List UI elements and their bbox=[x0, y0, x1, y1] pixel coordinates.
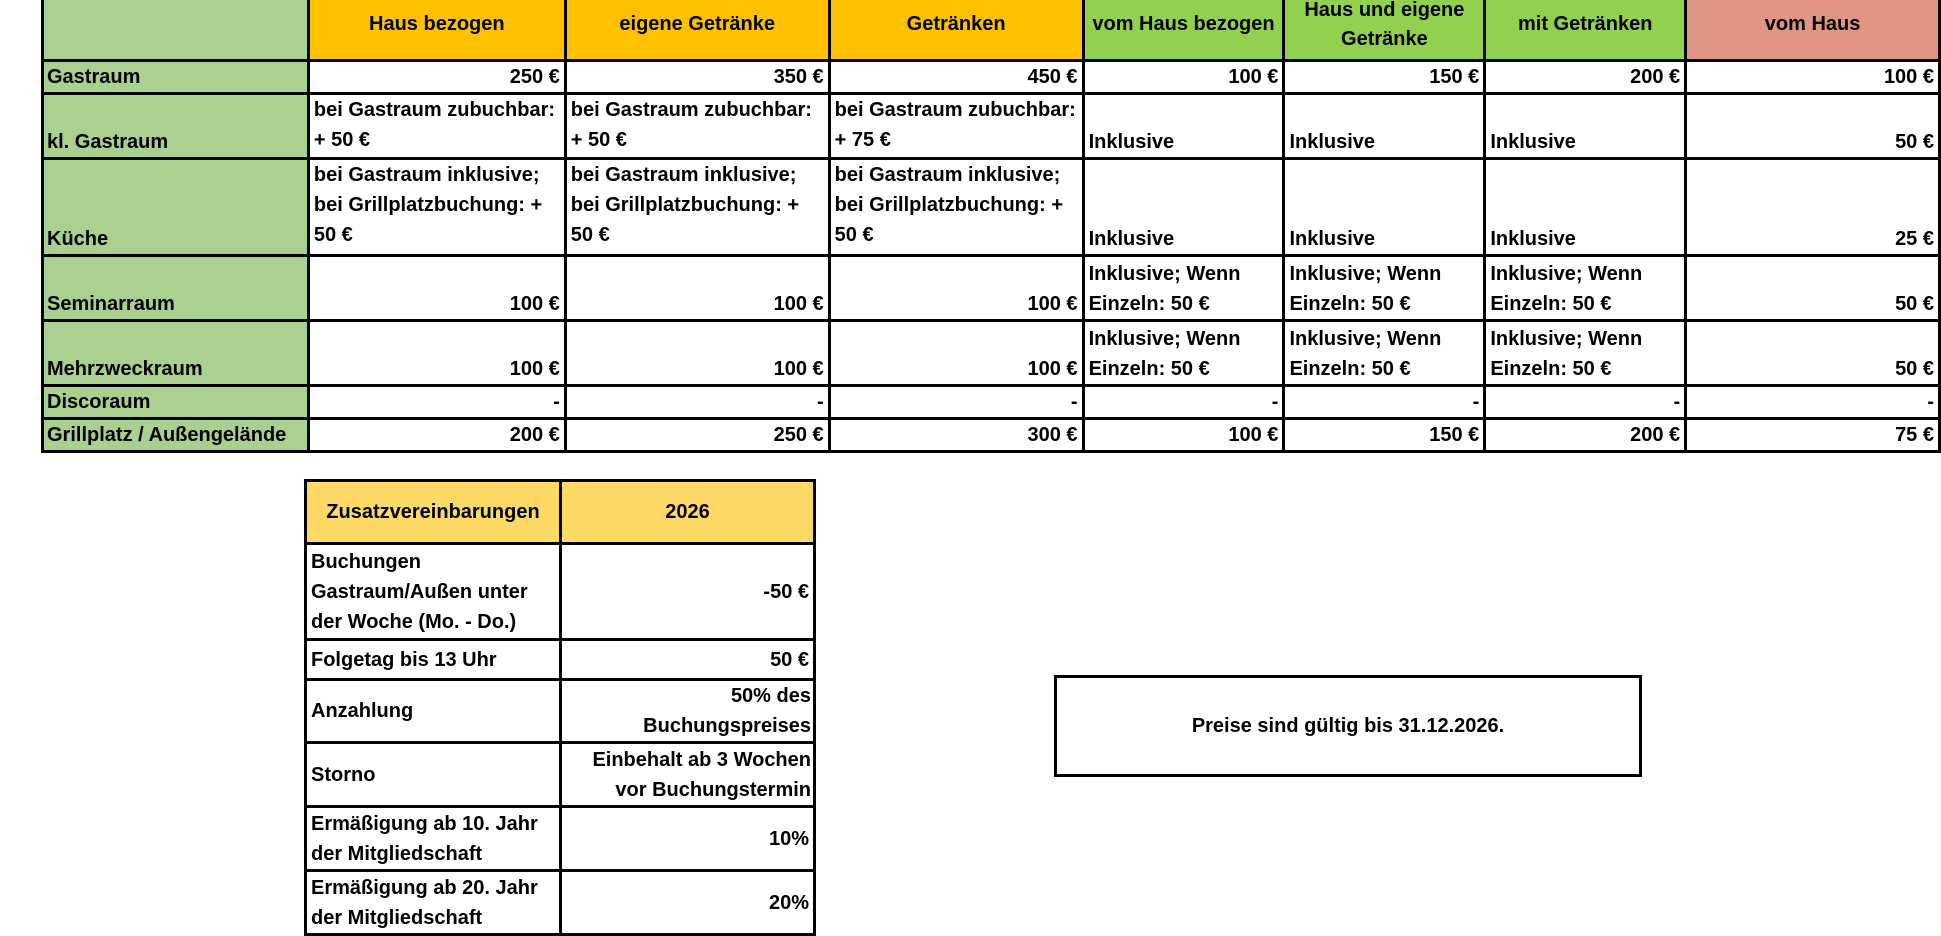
price-cell: bei Gastraum zubuchbar: + 75 € bbox=[829, 94, 1083, 159]
row-label: Gastraum bbox=[43, 61, 309, 94]
price-cell: - bbox=[1485, 386, 1686, 419]
price-table bbox=[41, 0, 1941, 453]
header-cell-2: eigene Getränke bbox=[565, 0, 829, 61]
table-row bbox=[306, 544, 815, 640]
price-cell: - bbox=[1284, 386, 1485, 419]
row-label: Grillplatz / Außengelände bbox=[43, 419, 309, 452]
price-cell: bei Gastraum inklusive; bei Grillplatzbuchung: + 50 € bbox=[829, 159, 1083, 256]
price-cell: 100 € bbox=[1083, 61, 1284, 94]
price-cell: 250 € bbox=[308, 61, 565, 94]
price-cell: 100 € bbox=[1083, 419, 1284, 452]
price-cell: 100 € bbox=[1686, 61, 1940, 94]
extra-value: 50 € bbox=[561, 640, 815, 680]
price-cell: bei Gastraum zubuchbar: + 50 € bbox=[565, 94, 829, 159]
price-cell: - bbox=[308, 386, 565, 419]
price-cell: Inklusive; Wenn Einzeln: 50 € bbox=[1485, 321, 1686, 386]
price-cell: Inklusive bbox=[1083, 159, 1284, 256]
extra-label: Ermäßigung ab 10. Jahr der Mitgliedschaft bbox=[306, 807, 561, 871]
price-cell: 300 € bbox=[829, 419, 1083, 452]
price-cell: - bbox=[1083, 386, 1284, 419]
price-cell: bei Gastraum inklusive; bei Grillplatzbuchung: + 50 € bbox=[565, 159, 829, 256]
price-cell: 100 € bbox=[565, 256, 829, 321]
price-cell: Inklusive bbox=[1485, 94, 1686, 159]
price-cell: 50 € bbox=[1686, 321, 1940, 386]
row-label: Küche bbox=[43, 159, 309, 256]
price-cell: Inklusive; Wenn Einzeln: 50 € bbox=[1284, 321, 1485, 386]
price-cell: 100 € bbox=[829, 256, 1083, 321]
extra-header-row bbox=[306, 481, 815, 544]
extra-header-label: Zusatzvereinbarungen bbox=[306, 481, 561, 544]
price-cell: Inklusive; Wenn Einzeln: 50 € bbox=[1284, 256, 1485, 321]
extra-value: 10% bbox=[561, 807, 815, 871]
header-cell-7: vom Haus bbox=[1686, 0, 1940, 61]
price-cell: bei Gastraum zubuchbar: + 50 € bbox=[308, 94, 565, 159]
price-cell: bei Gastraum inklusive; bei Grillplatzbuchung: + 50 € bbox=[308, 159, 565, 256]
row-label: Mehrzweckraum bbox=[43, 321, 309, 386]
extra-label: Folgetag bis 13 Uhr bbox=[306, 640, 561, 680]
table-row bbox=[306, 680, 815, 743]
price-cell: - bbox=[1686, 386, 1940, 419]
table-row bbox=[306, 743, 815, 807]
extra-value: -50 € bbox=[561, 544, 815, 640]
price-cell: 150 € bbox=[1284, 61, 1485, 94]
price-cell: - bbox=[829, 386, 1083, 419]
extra-value: 50% des Buchungspreises bbox=[561, 680, 815, 743]
price-cell: - bbox=[565, 386, 829, 419]
price-cell: 450 € bbox=[829, 61, 1083, 94]
price-cell: Inklusive bbox=[1083, 94, 1284, 159]
price-cell: 200 € bbox=[1485, 419, 1686, 452]
price-cell: 100 € bbox=[565, 321, 829, 386]
validity-note-box bbox=[1054, 675, 1642, 777]
row-label: Seminarraum bbox=[43, 256, 309, 321]
price-cell: Inklusive; Wenn Einzeln: 50 € bbox=[1083, 321, 1284, 386]
row-label: Discoraum bbox=[43, 386, 309, 419]
table-row bbox=[306, 640, 815, 680]
extra-label: Storno bbox=[306, 743, 561, 807]
extra-header-year: 2026 bbox=[561, 481, 815, 544]
price-cell: Inklusive bbox=[1284, 94, 1485, 159]
price-cell: 350 € bbox=[565, 61, 829, 94]
price-cell: Inklusive; Wenn Einzeln: 50 € bbox=[1083, 256, 1284, 321]
extra-value: 20% bbox=[561, 871, 815, 935]
header-cell-6: mit Getränken bbox=[1485, 0, 1686, 61]
table-row bbox=[43, 94, 1940, 159]
price-cell: 50 € bbox=[1686, 256, 1940, 321]
price-header-row bbox=[43, 0, 1940, 61]
extra-label: Buchungen Gastraum/Außen unter der Woche (Mo. - Do.) bbox=[306, 544, 561, 640]
header-cell-5: Haus und eigene Getränke bbox=[1284, 0, 1485, 61]
validity-note: Preise sind gültig bis 31.12.2026. bbox=[1191, 714, 1505, 737]
table-row bbox=[43, 321, 1940, 386]
row-label: kl. Gastraum bbox=[43, 94, 309, 159]
header-cell-3: Getränken bbox=[829, 0, 1083, 61]
price-cell: 100 € bbox=[308, 256, 565, 321]
table-row bbox=[306, 807, 815, 871]
header-corner-cell bbox=[43, 0, 309, 61]
extra-value: Einbehalt ab 3 Wochen vor Buchungstermin bbox=[561, 743, 815, 807]
price-cell: 250 € bbox=[565, 419, 829, 452]
price-cell: Inklusive bbox=[1485, 159, 1686, 256]
price-cell: 100 € bbox=[829, 321, 1083, 386]
price-cell: 50 € bbox=[1686, 94, 1940, 159]
table-row bbox=[43, 159, 1940, 256]
price-cell: Inklusive; Wenn Einzeln: 50 € bbox=[1485, 256, 1686, 321]
price-cell: Inklusive bbox=[1284, 159, 1485, 256]
table-row bbox=[306, 871, 815, 935]
extra-label: Ermäßigung ab 20. Jahr der Mitgliedschaft bbox=[306, 871, 561, 935]
table-row bbox=[43, 419, 1940, 452]
table-row bbox=[43, 256, 1940, 321]
price-cell: 200 € bbox=[308, 419, 565, 452]
header-cell-1: Haus bezogen bbox=[308, 0, 565, 61]
extra-agreements-table bbox=[304, 479, 816, 936]
price-cell: 25 € bbox=[1686, 159, 1940, 256]
extra-label: Anzahlung bbox=[306, 680, 561, 743]
price-cell: 200 € bbox=[1485, 61, 1686, 94]
table-row bbox=[43, 61, 1940, 94]
price-cell: 150 € bbox=[1284, 419, 1485, 452]
header-cell-4: vom Haus bezogen bbox=[1083, 0, 1284, 61]
price-cell: 75 € bbox=[1686, 419, 1940, 452]
price-cell: 100 € bbox=[308, 321, 565, 386]
table-row bbox=[43, 386, 1940, 419]
